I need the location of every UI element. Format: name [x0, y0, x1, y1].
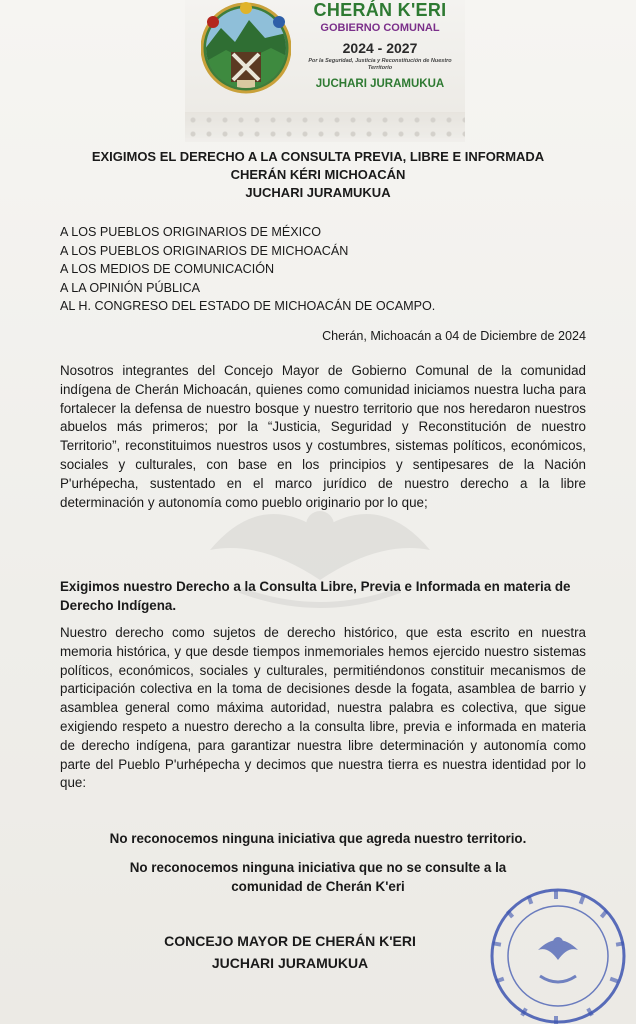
- brand-subtitle: GOBIERNO COMUNAL: [320, 22, 440, 34]
- recipient-item: AL H. CONGRESO DEL ESTADO DE MICHOACÁN DE OCAMPO.: [60, 299, 436, 313]
- document-title-line-3: JUCHARI JURAMUKUA: [245, 185, 391, 200]
- demand-subheading: Exigimos nuestro Derecho a la Consulta Libre, Previa e Informada en materia de Derecho Indígena.: [60, 579, 571, 613]
- body-paragraph-1: Nosotros integrantes del Concejo Mayor de Gobierno Comunal de la comunidad indígena de Cherán Michoacán, quienes como comunidad iniciamos nuestra lucha para fortalecer la defensa de nuestro bosque y nuestro territorio que nos heredaron nuestros abuelos más primeros; por la “Justicia, Seguridad y Reconstitución de nuestro Territorio”, reconstituimos nuestros usos y costumbres, sistemas políticos, económicos, sociales y culturales, con base en los principios y sentipesares de la Nación P'urhépecha, sustentado en el marco jurídico de nuestro derecho a la libre determinación y autonomía como pueblo originario por lo que;: [60, 363, 586, 510]
- recipient-item: A LOS PUEBLOS ORIGINARIOS DE MÉXICO: [60, 225, 322, 239]
- official-seal-stamp-icon: [478, 880, 630, 1024]
- document-title-line-2: CHERÁN KÉRI MICHOACÁN: [230, 167, 406, 182]
- body-paragraph-2: Nuestro derecho como sujetos de derecho histórico, que esta escrito en nuestra memoria histórica, y que desde tiempos inmemoriales hemos ejercido nuestro sistemas políticos, económicos, sociales y culturales, permitiéndonos constituir mecanismos de participación colectiva en la toma de decisiones desde la fogata, asamblea de barrio y asamblea general como máxima autoridad, nuestra palabra es colectiva, que sigue exigiendo respeto a nuestro derecho a la consulta libre, previa e informada en materia de derecho indígena, para garantizar nuestra libre determinación y autonomía como parte del Pueblo P'urhépecha y decimos que nuestra tierra es nuestra identidad por lo que:: [60, 625, 586, 791]
- document-title-line-1: EXIGIMOS EL DERECHO A LA CONSULTA PREVIA, LIBRE E INFORMADA: [91, 149, 545, 164]
- signature-line-1: CONCEJO MAYOR DE CHERÁN K'ERI: [164, 933, 416, 949]
- recipient-item: A LOS PUEBLOS ORIGINARIOS DE MICHOACÁN: [60, 243, 349, 258]
- document-date: Cherán, Michoacán a 04 de Diciembre de 2024: [322, 329, 586, 343]
- brand-years: 2024 - 2027: [342, 40, 418, 56]
- community-emblem-icon: [201, 2, 291, 94]
- lace-border-decoration: [185, 112, 465, 142]
- signature-line-2: JUCHARI JURAMUKUA: [211, 955, 369, 971]
- recipient-list: [60, 223, 580, 316]
- brand-tagline: Por la Seguridad, Justicia y Reconstitución de Nuestro Territorio: [308, 58, 452, 71]
- recipient-item: A LOS MEDIOS DE COMUNICACIÓN: [60, 262, 275, 276]
- statement-consultation-line-2: comunidad de Cherán K'eri: [231, 879, 405, 894]
- brand-title: CHERÁN K'ERI: [313, 0, 447, 20]
- brand-juchari: JUCHARI JURAMUKUA: [315, 78, 445, 90]
- statement-consultation-line-1: No reconocemos ninguna iniciativa que no se consulte a la: [129, 860, 507, 875]
- recipient-item: A LA OPINIÓN PÚBLICA: [60, 280, 200, 295]
- statement-territory: No reconocemos ninguna iniciativa que agreda nuestro territorio.: [109, 831, 527, 846]
